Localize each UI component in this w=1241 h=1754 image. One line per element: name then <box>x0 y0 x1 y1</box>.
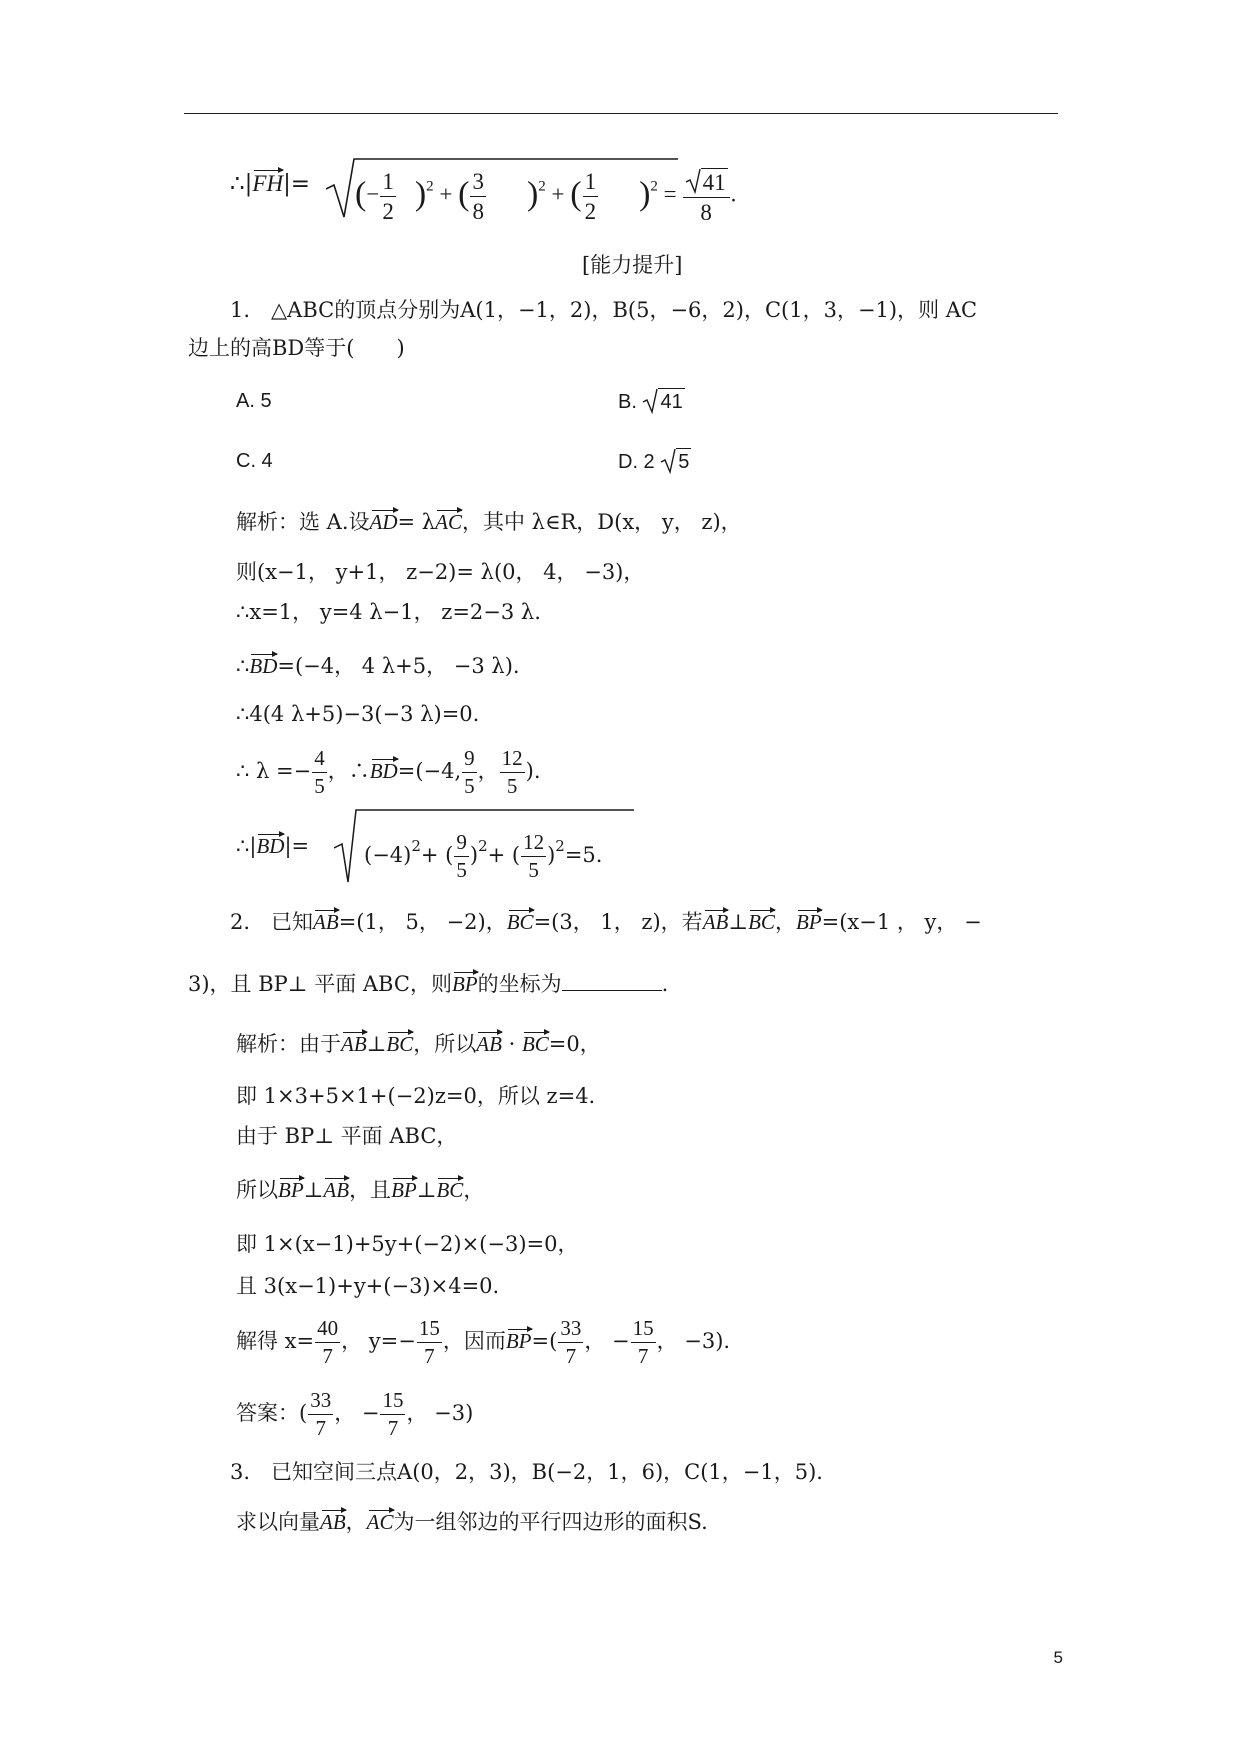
q2-solution-4: 所以BP⊥AB，且BP⊥BC， <box>236 1178 485 1202</box>
q1-stem-line1: 1. △ABC的顶点分别为A(1，−1，2)，B(5，−6，2)，C(1，3，−1)，则 AC <box>230 298 978 322</box>
q1-solution-4: ∴BD=(−4， 4 λ+5， −3 λ). <box>236 654 520 678</box>
q2-solution-7: 解得 x= $\frac{40}{7}$ ， y=− $\frac{15}{7}$ ，因而BP=( $\frac{33}{7}$ ， − $\frac{15}{7}$ ， −3). <box>236 1316 731 1368</box>
vector-fh: FH <box>252 168 283 195</box>
section-title: [能力提升] <box>582 253 683 277</box>
q2-stem-line2: 3)，且 BP⊥ 平面 ABC，则BP的坐标为 . <box>188 972 669 996</box>
option-b[interactable] <box>618 388 685 414</box>
q2-solution-1: 解析：由于AB⊥BC，所以AB · BC=0， <box>236 1032 601 1056</box>
q2-solution-6: 且 3(x−1)+y+(−3)×4=0. <box>236 1274 500 1298</box>
fh-equation <box>230 168 310 196</box>
q1-stem-line2: 边上的高BD等于( ) <box>188 336 405 360</box>
option-d-sqrt: 5 <box>660 448 691 474</box>
q2-answer: 答案：( $\frac{33}{7}$ ， − $\frac{15}{7}$ ， −3) <box>236 1388 474 1440</box>
q1-solution-7: ∴|BD|= <box>236 834 310 858</box>
q1-solution-1: 解析：选 A.设AD= λAC，其中 λ∈R，D(x， y， z)， <box>236 510 742 534</box>
header-rule <box>184 113 1058 114</box>
q1-solution-6: ∴ λ =− $\frac{4}{5}$ ，∴BD=(−4, $\frac{9}{5}$ ， $\frac{12}{5}$ ). <box>236 746 541 798</box>
q1-solution-5: ∴4(4 λ+5)−3(−3 λ)=0. <box>236 702 480 726</box>
page-number: 5 <box>1053 1648 1063 1667</box>
answer-blank[interactable] <box>562 972 662 991</box>
option-c[interactable]: C. 4 <box>236 450 273 472</box>
q2-solution-2: 即 1×3+5×1+(−2)z=0，所以 z=4. <box>236 1084 596 1108</box>
therefore-abs-open: ∴| <box>230 171 253 197</box>
fh-radicand: (− $\frac{1}{2}$ )$^2$ + ( $\frac{3}{8}$ )$^2$ + ( $\frac{1}{2}$ )$^2$ = $\frac{41}{8}$ . <box>355 168 737 225</box>
option-d[interactable] <box>618 448 691 474</box>
option-d-label: D. 2 <box>618 451 655 473</box>
q3-stem-line1: 3. 已知空间三点A(0，2，3)，B(−2，1，6)，C(1，−1，5). <box>230 1460 823 1484</box>
q1-solution-2: 则(x−1， y+1， z−2)= λ(0， 4， −3)， <box>236 560 645 584</box>
q2-solution-5: 即 1×(x−1)+5y+(−2)×(−3)=0， <box>236 1232 579 1256</box>
bd-radicand: $(-4)^2+$ ( $\frac{9}{5}$ )$^2$+ ( $\frac{12}{5}$ )$^2$=5. <box>364 830 603 882</box>
q2-stem-line1: 2. 已知AB=(1， 5， −2)，BC=(3， 1， z)，若AB⊥BC，BP=(x−1 ， y， − <box>230 910 982 934</box>
q2-solution-3: 由于 BP⊥ 平面 ABC， <box>236 1124 458 1148</box>
option-b-label: B. <box>618 391 637 413</box>
q1-solution-3: ∴x=1， y=4 λ−1， z=2−3 λ. <box>236 600 541 624</box>
option-a[interactable]: A. 5 <box>236 390 272 412</box>
option-b-sqrt: 41 <box>642 388 684 414</box>
q3-stem-line2: 求以向量AB，AC为一组邻边的平行四边形的面积S. <box>236 1510 708 1534</box>
abs-close-equals: |= <box>283 171 311 197</box>
